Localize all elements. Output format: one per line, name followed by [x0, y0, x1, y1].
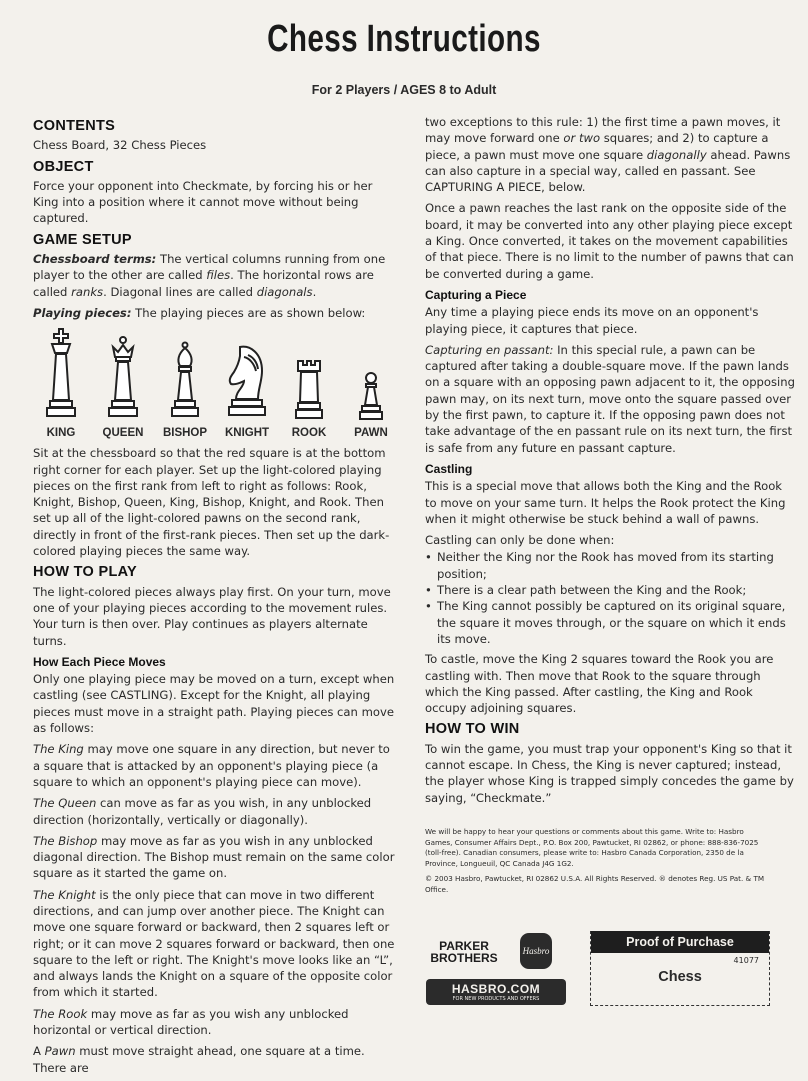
queen-icon — [106, 335, 140, 421]
knight-move — [33, 887, 399, 1001]
proof-of-purchase-label: Proof of Purchase — [591, 931, 769, 953]
copyright-text: © 2003 Hasbro, Pawtucket, RI 02862 U.S.A. All Rights Reserved. ® denotes Reg. US Pat. & TM Office. — [425, 874, 765, 894]
pawn-exceptions-c: ahead. Pawns can also capture in a special way, called en passant. See CAPTURING A PIECE, below. — [425, 147, 791, 195]
knight-icon — [224, 343, 270, 421]
piece-label-knight: KNIGHT — [224, 426, 270, 439]
term-diagonals: diagonals — [256, 284, 313, 299]
piece-knight — [219, 343, 275, 441]
contents-text: Chess Board, 32 Chess Pieces — [33, 138, 207, 153]
en-passant-lead: Capturing en passant: — [425, 342, 554, 357]
left-column — [33, 116, 399, 1081]
piece-moves-text: Only one playing piece may be moved on a turn, except when castling (see CASTLING). Except for the Knight, all playing pieces must move in a straight path. Playing pieces can move as follows: — [33, 672, 395, 736]
king-move — [33, 741, 399, 790]
pawn-move — [33, 1043, 399, 1076]
queen-lead: The Queen — [33, 796, 97, 811]
product-code: 41077 — [733, 956, 759, 965]
list-item: • The King cannot possibly be captured on its original square, the square it moves through, or the square on which it ends its move. — [425, 598, 795, 647]
piece-label-pawn: PAWN — [354, 426, 388, 439]
pawn-exceptions — [425, 114, 795, 195]
pawn-text: must move straight ahead, one square at a time. There are — [33, 1044, 365, 1075]
term-ranks: ranks — [71, 284, 104, 299]
playing-pieces-lead: Playing pieces: — [33, 305, 132, 320]
product-name: Chess — [658, 969, 702, 985]
terms-text-d: . — [312, 284, 317, 299]
pawn-exceptions-diagonally: diagonally — [646, 147, 707, 162]
pawn-lead: Pawn — [44, 1044, 76, 1059]
contact-text: We will be happy to hear your questions or comments about this game. Write to: Hasbro Games, Consumer Affairs Dept., P.O. Box 200, Pawtucket, RI 02862, or phone: 888-836-7025 (toll-free). Canadian consumers, please write to: Hasbro Canada Corporation, 2350 de la Province, Longueuil, QC Canada J4G 1G2. — [425, 827, 759, 868]
piece-moves-heading: How Each Piece Moves — [33, 654, 166, 669]
parker-brothers-logo — [426, 937, 502, 967]
rook-lead: The Rook — [33, 1006, 88, 1021]
pawn-exceptions-a: two exceptions to this rule: 1) the first time a pawn moves, it may move forward one — [425, 115, 781, 146]
how-to-win-text: To win the game, you must trap your opponent's King so that it cannot escape. In Chess, the King is never captured; instead, the player whose King is trapped simply concedes the game by saying, “Checkmate.” — [425, 741, 794, 805]
parker-logo-line1: PARKER — [439, 939, 489, 953]
queen-move — [33, 795, 399, 828]
capturing-text: Any time a playing piece ends its move on an opponent's playing piece, it captures that piece. — [425, 305, 759, 336]
castling-how: To castle, move the King 2 squares toward the Rook you are castling with. Then move that Rook to the square through which the King passed. After castling, the King and Rook occupy adjoining squares. — [425, 652, 774, 716]
piece-rook — [281, 359, 337, 441]
terms-text-c: . Diagonal lines are called — [103, 284, 257, 299]
object-text: Force your opponent into Checkmate, by forcing his or her King into a position where it cannot move without being captured. — [33, 178, 373, 226]
how-to-win-heading: HOW TO WIN — [425, 721, 520, 738]
fine-print — [425, 827, 770, 901]
proof-of-purchase — [590, 931, 770, 1006]
game-setup-heading: GAME SETUP — [33, 231, 132, 248]
piece-pawn — [343, 371, 399, 441]
piece-bishop — [157, 341, 213, 441]
piece-label-bishop: BISHOP — [162, 426, 208, 439]
page-subtitle: For 2 Players / AGES 8 to Adult — [311, 83, 497, 97]
contents-heading: CONTENTS — [33, 118, 116, 134]
chessboard-terms-lead: Chessboard terms: — [33, 252, 157, 267]
hasbro-logo — [520, 933, 552, 969]
piece-label-king: KING — [46, 426, 76, 439]
rook-move — [33, 1006, 399, 1039]
hasbro-com-text: HASBRO.COM — [451, 981, 541, 996]
hasbro-com-tagline: FOR NEW PRODUCTS AND OFFERS — [452, 995, 540, 1002]
right-column — [425, 114, 795, 811]
hasbro-logo-text: Hasbro — [522, 946, 550, 956]
castling-heading: Castling — [425, 461, 473, 476]
bishop-lead: The Bishop — [33, 833, 98, 848]
knight-text: is the only piece that can move in two different directions, and can jump over another piece. The Knight can move one square forward or backward, then 2 squares left or right; or it can move 2 squares forward or backward, then one square to the left or right. The Knight's move looks like an “L”, and always lands the Knight on a square of the opposite color from which it started. — [33, 887, 395, 1000]
bishop-move — [33, 833, 399, 882]
pawn-article: A — [33, 1044, 45, 1059]
object-heading: OBJECT — [33, 158, 94, 175]
pawn-exceptions-b: squares; and 2) to capture a piece, a pawn must move one square — [425, 131, 769, 162]
king-text: may move one square in any direction, but never to a square that is attacked by an opponent's playing piece (a square to which an opponent's playing piece can move). — [33, 742, 390, 789]
king-icon — [44, 327, 78, 421]
how-to-play-text: The light-colored pieces always play first. On your turn, move one of your playing pieces according to the movement rules. Your turn is then over. Play continues as players alternate turns. — [33, 584, 391, 648]
king-lead: The King — [33, 742, 84, 757]
setup-text: Sit at the chessboard so that the red square is at the bottom right corner for each player. Set up the light-colored playing pieces on the first rank from left to right as follows: Rook, Knight, Bishop, Queen, King, Bishop, Knight, and Rook. Then set up all of the light-colored pawns on the second rank, directly in front of the first-rank pieces. Then set up the dark-colored playing pieces the same way. — [33, 446, 390, 559]
bishop-icon — [169, 341, 201, 421]
queen-text: can move as far as you wish, in any unblocked direction (horizontally, vertically or diagonally). — [33, 796, 372, 827]
terms-text-a: The vertical columns running from one player to the other are called — [33, 252, 386, 283]
how-to-play-heading: HOW TO PLAY — [33, 564, 138, 581]
castling-conditions — [425, 549, 795, 647]
playing-pieces-text: The playing pieces are as shown below: — [131, 305, 366, 320]
piece-label-rook: ROOK — [291, 426, 327, 439]
hasbro-com-badge — [426, 979, 566, 1005]
piece-label-queen: QUEEN — [102, 426, 144, 439]
chessboard-terms — [33, 251, 399, 300]
castling-text: This is a special move that allows both the King and the Rook to move on your same turn. It helps the Rook protect the King when it might otherwise be stuck behind a wall of pawns. — [425, 479, 786, 526]
pawn-icon — [357, 371, 385, 421]
parker-logo-line2: BROTHERS — [430, 951, 498, 965]
pawn-exceptions-or-two: or two — [563, 131, 601, 146]
en-passant — [425, 342, 795, 456]
rook-text: may move as far as you wish any unblocked horizontal or vertical direction. — [33, 1006, 349, 1038]
list-item: • There is a clear path between the King and the Rook; — [425, 582, 795, 598]
bishop-text: may move as far as you wish in any unblocked diagonal direction. The Bishop must remain on the same color square as it started the game on. — [33, 833, 395, 881]
term-files: files — [206, 268, 231, 283]
castling-when: Castling can only be done when: — [425, 533, 615, 548]
playing-pieces-intro — [33, 305, 399, 321]
terms-text-b: . The horizontal rows are called — [33, 268, 374, 299]
page-title: Chess Instructions — [267, 18, 541, 60]
knight-lead: The Knight — [33, 887, 96, 902]
promotion-text: Once a pawn reaches the last rank on the opposite side of the board, it may be converted into any other playing piece except a King. Once converted, it takes on the movement capabilities of that piece. There is no limit to the number of pawns that can be converted during a game. — [425, 201, 794, 281]
piece-king — [33, 327, 89, 441]
capturing-heading: Capturing a Piece — [425, 287, 527, 302]
rook-icon — [293, 359, 325, 421]
pieces-illustration — [33, 329, 399, 441]
piece-queen — [95, 335, 151, 441]
list-item: • Neither the King nor the Rook has moved from its starting position; — [425, 549, 795, 582]
en-passant-text: In this special rule, a pawn can be captured after taking a double-square move. If the pawn lands on a square with an opposing pawn adjacent to it, the opposing pawn may, on its next turn, move onto the square passed over by the first pawn, to capture it. If the opposing pawn does not take advantage of the en passant rule on its next turn, the first is safe from any future en passant capture. — [425, 342, 795, 455]
